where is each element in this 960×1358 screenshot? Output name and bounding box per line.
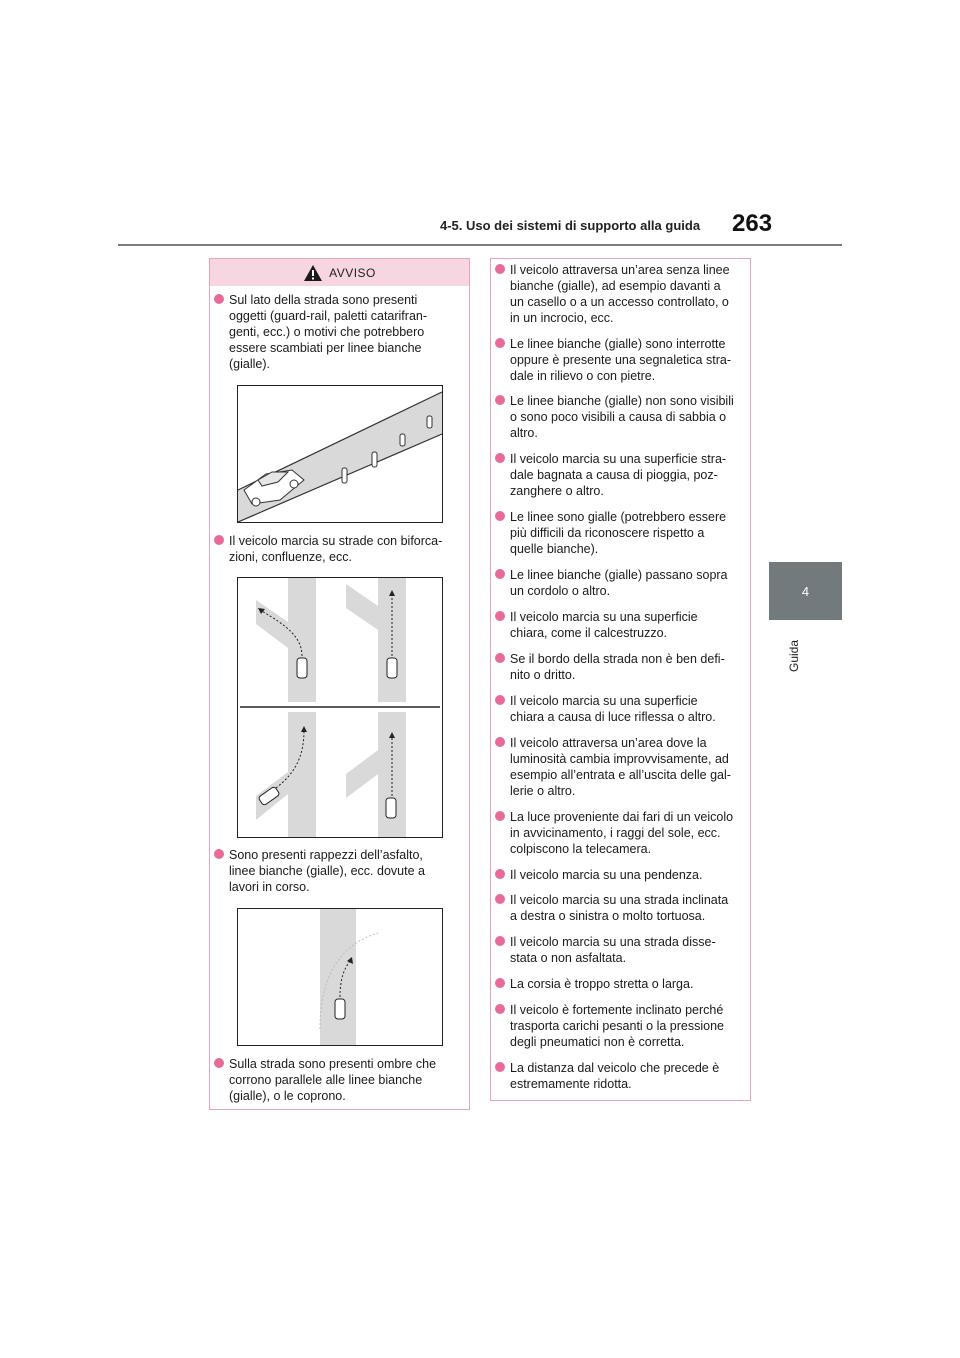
bullet-icon xyxy=(495,737,505,747)
bullet-icon xyxy=(495,936,505,946)
list-item xyxy=(510,976,744,992)
chapter-label: Guida xyxy=(787,639,801,673)
list-item-text: Il veicolo è fortemente inclinato perché trasporta carichi pesanti o la pressione degli pneumatici non è corretta. xyxy=(510,1003,725,1049)
list-item-text: Se il bordo della strada non è ben defi- nito o dritto. xyxy=(510,652,725,682)
bullet-icon xyxy=(214,294,224,304)
list-item-text: La luce proveniente dai fari di un veicolo in avvicinamento, i raggi del sole, ecc. colpiscono la telecamera. xyxy=(510,810,734,856)
page-number: 263 xyxy=(732,210,773,237)
list-item-text: Le linee bianche (gialle) passano sopra un cordolo o altro. xyxy=(510,568,728,598)
bullet-icon xyxy=(495,1004,505,1014)
warning-box-right xyxy=(490,258,751,1101)
warning-heading: AVVISO xyxy=(329,265,376,280)
bullet-icon xyxy=(495,338,505,348)
section-title: 4-5. Uso dei sistemi di supporto alla guida xyxy=(440,218,701,233)
list-item xyxy=(510,393,744,441)
list-item xyxy=(510,892,744,924)
list-item xyxy=(229,1056,459,1104)
list-item xyxy=(229,292,459,372)
list-item xyxy=(229,847,459,895)
list-item xyxy=(510,262,744,326)
bullet-icon xyxy=(495,978,505,988)
bullet-icon xyxy=(495,653,505,663)
warning-triangle-icon xyxy=(303,264,323,282)
list-item xyxy=(510,693,744,725)
list-item xyxy=(510,651,744,683)
list-item xyxy=(510,567,744,599)
bullet-icon xyxy=(495,395,505,405)
warning-box-left xyxy=(209,258,470,1110)
list-item xyxy=(510,451,744,499)
list-item-text: Le linee bianche (gialle) non sono visibili o sono poco visibili a causa di sabbia o altro. xyxy=(510,394,734,440)
header-divider xyxy=(118,244,842,246)
list-item xyxy=(510,1002,744,1050)
figure-guardrail xyxy=(237,385,443,523)
warning-header xyxy=(210,259,469,286)
list-item-text: Il veicolo attraversa un’area dove la luminosità cambia improvvisamente, ad esempio all’entrata e all’uscita delle gal- lerie o altro. xyxy=(510,736,731,798)
list-item-text: Le linee sono gialle (potrebbero essere più difficili da riconoscere rispetto a quelle bianche). xyxy=(510,510,727,556)
list-item-text: Il veicolo marcia su una superficie chiara a causa di luce riflessa o altro. xyxy=(510,694,716,724)
bullet-icon xyxy=(214,1058,224,1068)
bullet-icon xyxy=(495,569,505,579)
list-item xyxy=(510,735,744,799)
list-item xyxy=(510,1060,744,1092)
list-item xyxy=(510,867,744,883)
list-item xyxy=(510,336,744,384)
list-item-text: Il veicolo marcia su una strada disse- stata o non asfaltata. xyxy=(510,935,716,965)
chapter-tab[interactable] xyxy=(769,562,842,620)
list-item-text: Il veicolo marcia su una pendenza. xyxy=(510,868,703,882)
list-item-text: Le linee bianche (gialle) sono interrotte oppure è presente una segnaletica stra- dale in rilievo o con pietre. xyxy=(510,337,731,383)
list-item-text: Il veicolo attraversa un’area senza linee bianche (gialle), ad esempio davanti a un casello o a un accesso controllato, o in un incrocio, ecc. xyxy=(510,263,730,325)
list-item xyxy=(229,533,459,565)
list-item-text: Il veicolo marcia su una superficie stra- dale bagnata a causa di pioggia, poz- zanghere o altro. xyxy=(510,452,727,498)
figure-roadworks xyxy=(237,908,443,1046)
bullet-icon xyxy=(495,1062,505,1072)
bullet-icon xyxy=(495,511,505,521)
bullet-icon xyxy=(495,869,505,879)
list-item-text: Il veicolo marcia su strade con biforca- zioni, confluenze, ecc. xyxy=(229,534,443,564)
list-item xyxy=(510,609,744,641)
list-item-text: La distanza dal veicolo che precede è estremamente ridotta. xyxy=(510,1061,720,1091)
bullet-icon xyxy=(214,849,224,859)
list-item-text: Il veicolo marcia su una superficie chiara, come il calcestruzzo. xyxy=(510,610,698,640)
bullet-icon xyxy=(495,695,505,705)
bullet-icon xyxy=(495,894,505,904)
list-item xyxy=(510,934,744,966)
bullet-icon xyxy=(214,535,224,545)
bullet-icon xyxy=(495,611,505,621)
figure-forks xyxy=(237,577,443,838)
list-item xyxy=(510,809,744,857)
list-item-text: Sono presenti rappezzi dell’asfalto, linee bianche (gialle), ecc. dovute a lavori in corso. xyxy=(229,848,425,894)
list-item-text: Sul lato della strada sono presenti oggetti (guard-rail, paletti catarifran- genti, ecc.) o motivi che potrebbero essere scambiati per linee bianche (gialle). xyxy=(229,293,428,371)
bullet-icon xyxy=(495,264,505,274)
chapter-number: 4 xyxy=(801,583,810,599)
list-item xyxy=(510,509,744,557)
bullet-icon xyxy=(495,453,505,463)
list-item-text: Sulla strada sono presenti ombre che corrono parallele alle linee bianche (gialle), o le coprono. xyxy=(229,1057,437,1103)
list-item-text: La corsia è troppo stretta o larga. xyxy=(510,977,694,991)
bullet-icon xyxy=(495,811,505,821)
list-item-text: Il veicolo marcia su una strada inclinata a destra o sinistra o molto tortuosa. xyxy=(510,893,729,923)
